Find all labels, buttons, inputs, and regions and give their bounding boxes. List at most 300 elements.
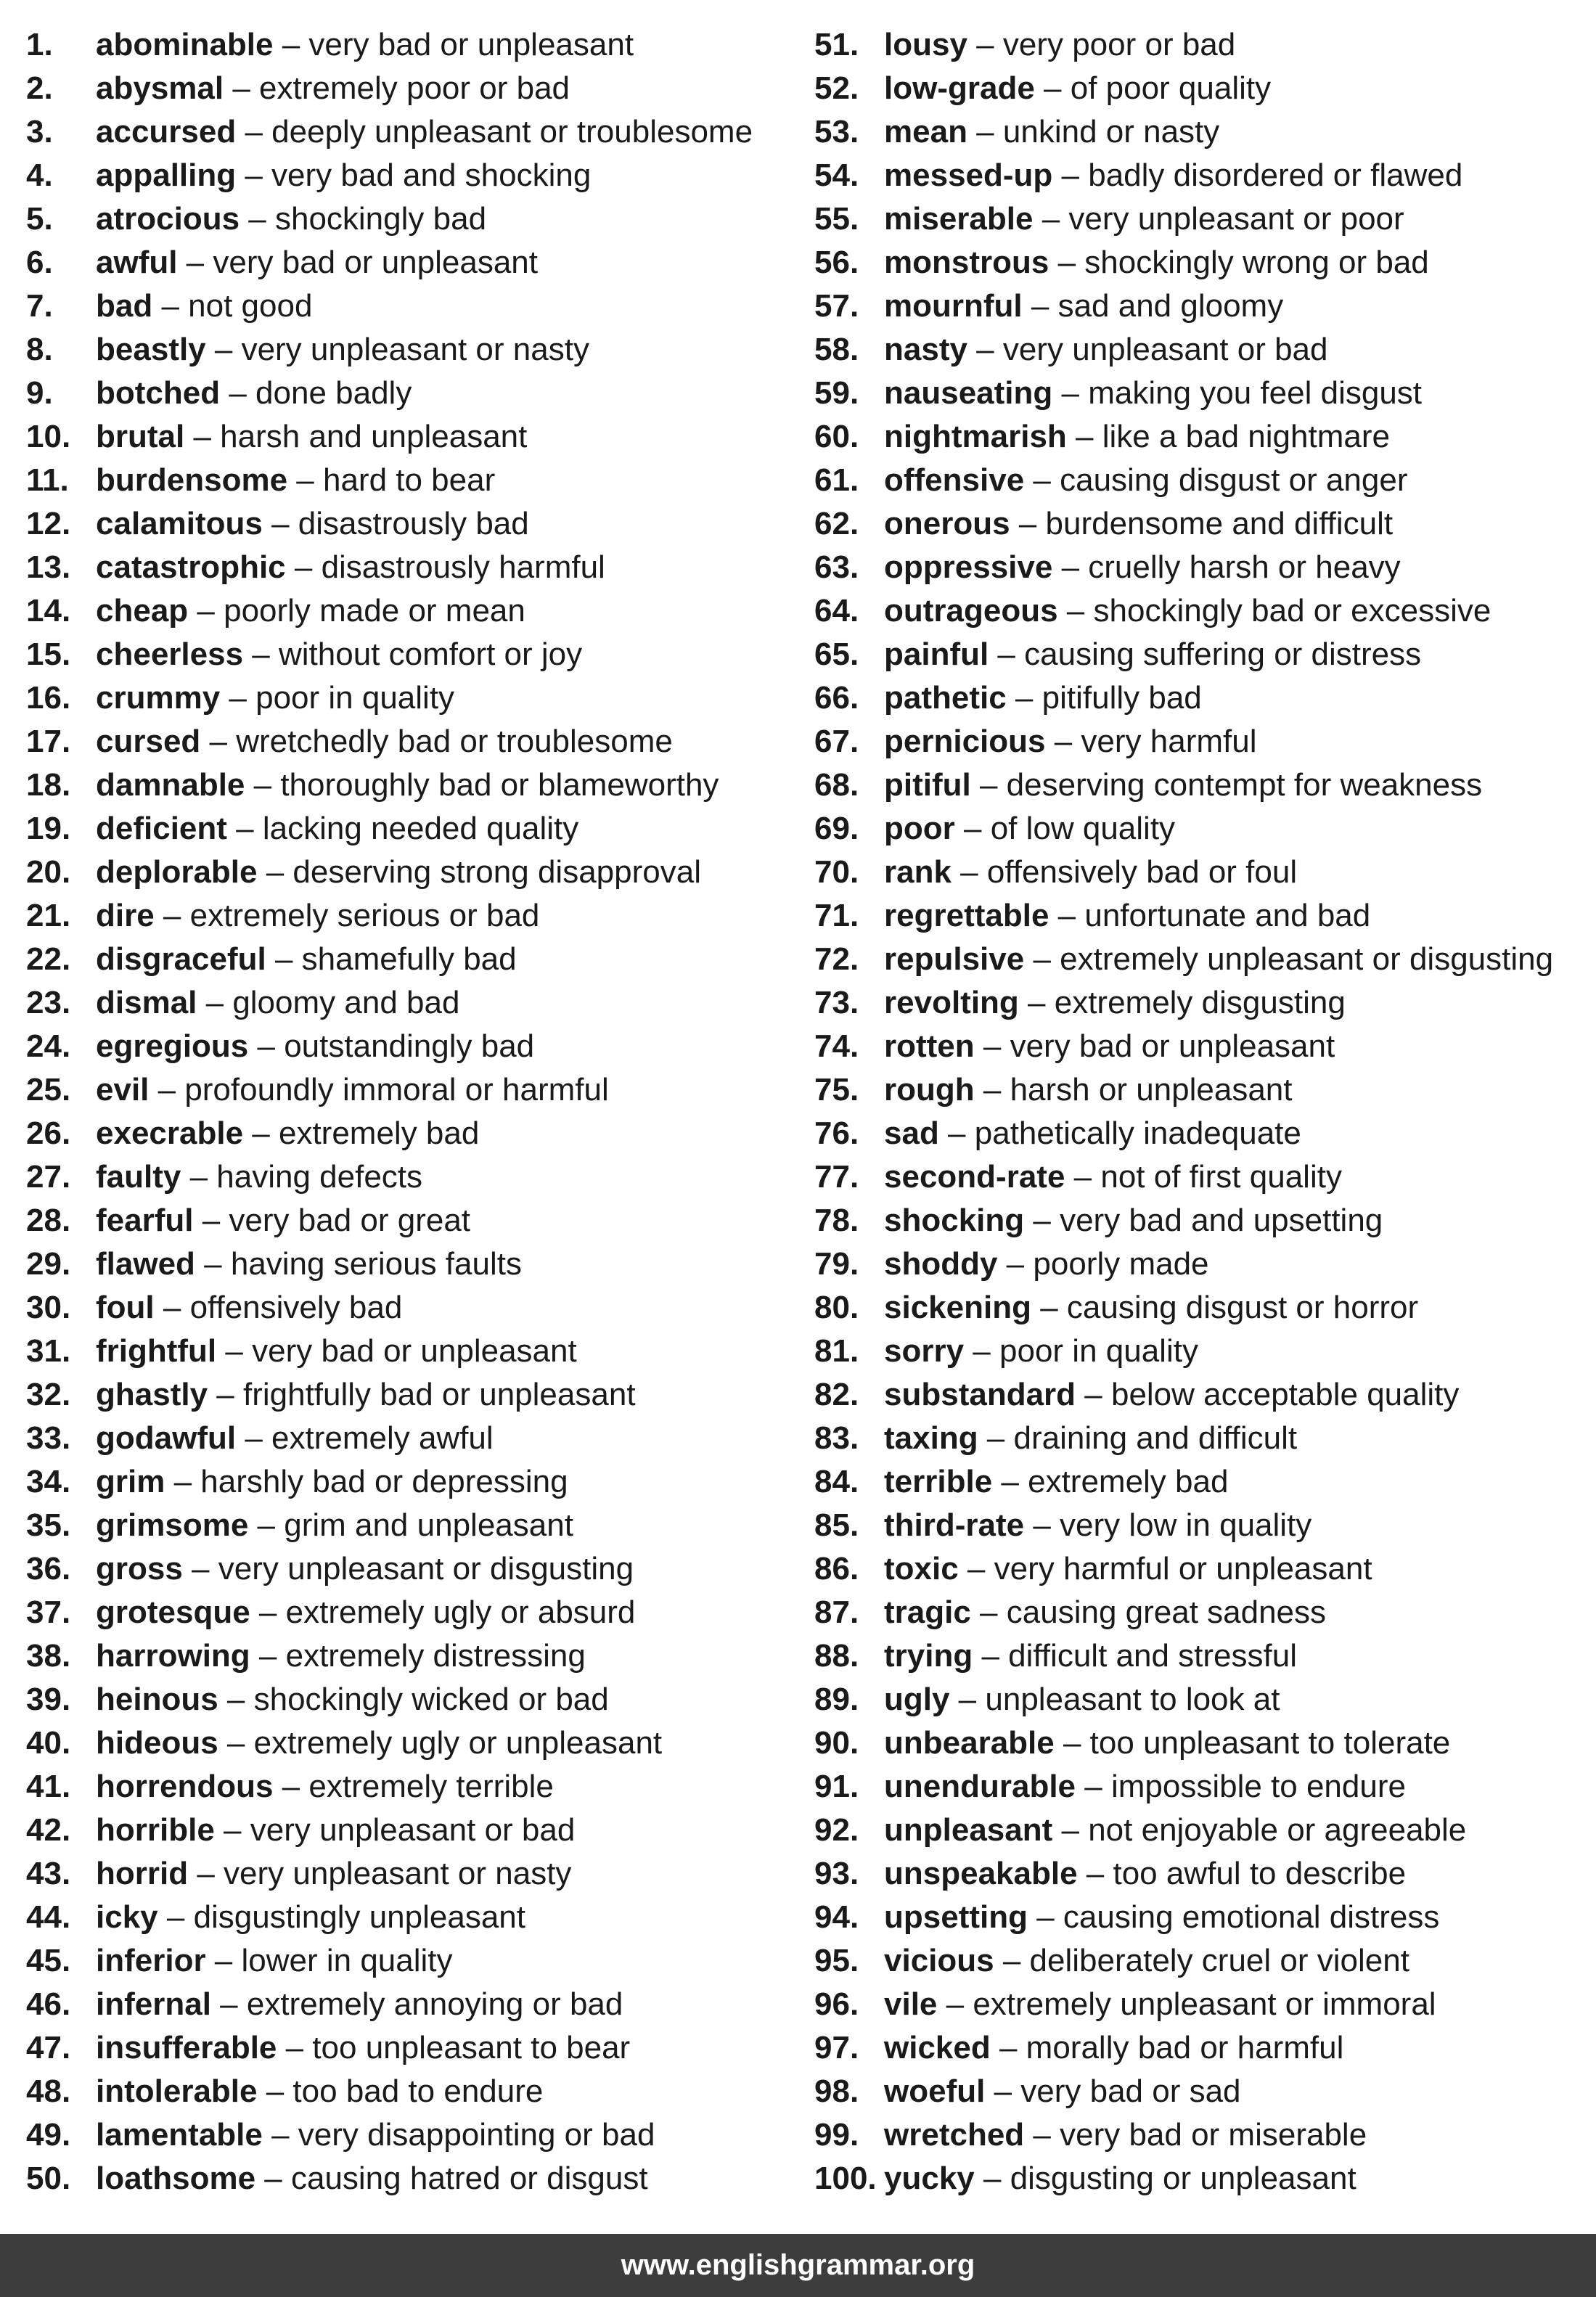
item-separator: – — [218, 1725, 254, 1761]
item-definition: disgustingly unpleasant — [193, 1899, 525, 1935]
item-text — [884, 1199, 1383, 1242]
item-word: bad — [96, 288, 153, 324]
item-definition: deserving contempt for weakness — [1006, 767, 1483, 803]
list-item — [26, 502, 788, 546]
list-item — [26, 720, 788, 763]
list-item — [26, 1765, 788, 1809]
item-text — [884, 1765, 1406, 1809]
item-word: monstrous — [884, 245, 1049, 280]
item-number: 72. — [814, 941, 859, 977]
item-definition: causing suffering or distress — [1024, 636, 1422, 672]
item-text — [884, 1068, 1293, 1112]
item-definition: causing disgust or horror — [1066, 1290, 1419, 1325]
list-item — [26, 415, 788, 459]
item-separator: – — [951, 854, 987, 890]
list-item — [26, 1155, 788, 1199]
item-text — [884, 894, 1370, 938]
item-number: 13. — [26, 549, 71, 585]
item-text — [96, 197, 486, 241]
item-separator: – — [210, 1986, 247, 2022]
list-item — [814, 1852, 1596, 1896]
item-definition: difficult and stressful — [1008, 1638, 1297, 1674]
item-separator: – — [964, 1333, 999, 1369]
item-word: dismal — [96, 985, 197, 1020]
item-definition: very bad or unpleasant — [308, 27, 634, 62]
item-definition: very bad or unpleasant — [1010, 1028, 1335, 1064]
list-item — [26, 1678, 788, 1721]
item-text — [96, 154, 591, 197]
item-definition: poorly made — [1033, 1246, 1209, 1282]
item-text — [884, 981, 1346, 1025]
item-word: godawful — [96, 1420, 237, 1456]
item-word: gross — [96, 1551, 183, 1586]
list-item — [814, 1939, 1596, 1983]
item-text — [884, 1634, 1297, 1678]
item-word: yucky — [884, 2161, 975, 2196]
item-text — [96, 372, 412, 415]
item-number: 18. — [26, 767, 71, 803]
item-text — [884, 1112, 1301, 1155]
item-text — [96, 1896, 525, 1939]
item-word: infernal — [96, 1986, 211, 2022]
item-word: mournful — [884, 288, 1023, 324]
list-item — [26, 23, 788, 67]
item-separator: – — [165, 1464, 201, 1499]
item-word: ghastly — [96, 1377, 208, 1412]
item-separator: – — [214, 1812, 250, 1848]
item-number: 44. — [26, 1899, 71, 1935]
item-text — [96, 546, 605, 589]
item-text — [884, 720, 1257, 763]
item-number: 41. — [26, 1769, 71, 1804]
item-number: 24. — [26, 1028, 71, 1064]
item-word: vile — [884, 1986, 938, 2022]
item-number: 31. — [26, 1333, 71, 1369]
item-number: 1. — [26, 27, 53, 62]
item-separator: – — [257, 854, 293, 890]
item-text — [96, 1417, 494, 1460]
item-definition: poorly made or mean — [224, 593, 525, 628]
item-text — [884, 1678, 1280, 1721]
list-item — [26, 197, 788, 241]
item-number: 83. — [814, 1420, 859, 1456]
list-item — [814, 1547, 1596, 1591]
list-item — [814, 546, 1596, 589]
item-word: shocking — [884, 1203, 1025, 1238]
item-text — [884, 1547, 1372, 1591]
item-definition: of low quality — [990, 811, 1176, 846]
item-separator: – — [152, 288, 189, 324]
list-item — [814, 110, 1596, 154]
item-definition: too bad to endure — [292, 2073, 544, 2109]
item-number: 91. — [814, 1769, 859, 1804]
item-number: 5. — [26, 201, 53, 237]
list-item — [814, 1373, 1596, 1417]
item-separator: – — [1066, 419, 1102, 454]
item-word: loathsome — [96, 2161, 256, 2196]
list-item — [814, 1330, 1596, 1373]
item-definition: very unpleasant or bad — [250, 1812, 576, 1848]
item-word: lamentable — [96, 2117, 263, 2153]
item-word: unendurable — [884, 1769, 1076, 1804]
item-definition: gloomy and bad — [232, 985, 460, 1020]
item-number: 87. — [814, 1594, 859, 1630]
item-number: 63. — [814, 549, 859, 585]
item-definition: very harmful — [1081, 724, 1257, 759]
item-definition: disastrously bad — [298, 506, 529, 541]
item-text — [884, 633, 1421, 676]
item-separator: – — [248, 1507, 285, 1543]
item-definition: very unpleasant or nasty — [224, 1856, 572, 1891]
list-item — [814, 1286, 1596, 1330]
item-number: 77. — [814, 1159, 859, 1195]
item-separator: – — [1052, 375, 1089, 411]
list-item — [814, 1025, 1596, 1068]
item-definition: extremely awful — [271, 1420, 494, 1456]
item-word: low-grade — [884, 70, 1035, 106]
list-item — [26, 1373, 788, 1417]
item-definition: hard to bear — [322, 462, 496, 498]
item-separator: – — [997, 1246, 1034, 1282]
item-definition: extremely unpleasant or immoral — [973, 1986, 1436, 2022]
item-definition: very disappointing or bad — [298, 2117, 655, 2153]
item-definition: harshly bad or depressing — [200, 1464, 568, 1499]
list-item — [814, 633, 1596, 676]
item-separator: – — [1045, 724, 1081, 759]
item-text — [96, 981, 459, 1025]
item-separator: – — [974, 1072, 1010, 1107]
list-item — [814, 1417, 1596, 1460]
list-item — [26, 284, 788, 328]
item-word: catastrophic — [96, 549, 286, 585]
list-item — [814, 1155, 1596, 1199]
list-item — [26, 1939, 788, 1983]
item-number: 20. — [26, 854, 71, 890]
item-number: 8. — [26, 332, 53, 367]
item-definition: shamefully bad — [301, 941, 517, 977]
item-separator: – — [949, 1682, 986, 1717]
item-word: second-rate — [884, 1159, 1065, 1195]
item-text — [884, 459, 1408, 502]
item-number: 90. — [814, 1725, 859, 1761]
item-number: 88. — [814, 1638, 859, 1674]
item-separator: – — [1065, 1159, 1101, 1195]
item-word: abysmal — [96, 70, 224, 106]
item-definition: harsh or unpleasant — [1010, 1072, 1293, 1107]
list-item — [26, 633, 788, 676]
item-separator: – — [974, 1028, 1010, 1064]
list-item — [814, 459, 1596, 502]
item-number: 95. — [814, 1943, 859, 1978]
item-text — [884, 1504, 1311, 1547]
item-number: 67. — [814, 724, 859, 759]
list-item — [814, 1765, 1596, 1809]
item-separator: – — [205, 1943, 242, 1978]
item-separator: – — [188, 1856, 224, 1891]
item-word: taxing — [884, 1420, 978, 1456]
item-number: 29. — [26, 1246, 71, 1282]
item-separator: – — [285, 549, 322, 585]
list-item — [26, 1199, 788, 1242]
item-definition: offensively bad — [189, 1290, 403, 1325]
list-item — [814, 154, 1596, 197]
item-number: 30. — [26, 1290, 71, 1325]
item-separator: – — [157, 1899, 194, 1935]
item-word: unspeakable — [884, 1856, 1078, 1891]
item-text — [884, 197, 1404, 241]
item-number: 48. — [26, 2073, 71, 2109]
item-separator: – — [236, 157, 272, 193]
list-item — [26, 1809, 788, 1852]
item-separator: – — [195, 1246, 231, 1282]
item-separator: – — [208, 1377, 243, 1412]
item-number: 46. — [26, 1986, 71, 2022]
list-item — [26, 1330, 788, 1373]
item-number: 54. — [814, 157, 859, 193]
item-word: unbearable — [884, 1725, 1055, 1761]
item-definition: shockingly bad or excessive — [1093, 593, 1491, 628]
item-text — [884, 1025, 1335, 1068]
item-number: 59. — [814, 375, 859, 411]
item-word: cheerless — [96, 636, 244, 672]
item-number: 50. — [26, 2161, 71, 2196]
item-number: 16. — [26, 680, 71, 716]
item-separator: – — [266, 941, 302, 977]
list-item — [814, 763, 1596, 807]
item-definition: outstandingly bad — [284, 1028, 535, 1064]
item-word: oppressive — [884, 549, 1053, 585]
list-item — [26, 1286, 788, 1330]
item-text — [884, 938, 1553, 981]
left-column — [26, 23, 788, 2200]
list-item — [814, 1721, 1596, 1765]
item-number: 60. — [814, 419, 859, 454]
list-item — [814, 372, 1596, 415]
list-item — [26, 1112, 788, 1155]
item-definition: lacking needed quality — [262, 811, 579, 846]
item-word: wretched — [884, 2117, 1025, 2153]
item-separator: – — [970, 767, 1007, 803]
item-separator: – — [287, 462, 323, 498]
item-number: 92. — [814, 1812, 859, 1848]
item-text — [884, 23, 1235, 67]
item-definition: burdensome and difficult — [1045, 506, 1394, 541]
item-word: appalling — [96, 157, 237, 193]
item-definition: impossible to endure — [1110, 1769, 1406, 1804]
item-number: 98. — [814, 2073, 859, 2109]
list-item — [26, 372, 788, 415]
item-number: 82. — [814, 1377, 859, 1412]
list-item — [814, 2113, 1596, 2157]
item-definition: draining and difficult — [1013, 1420, 1298, 1456]
list-item — [814, 720, 1596, 763]
item-number: 58. — [814, 332, 859, 367]
item-number: 79. — [814, 1246, 859, 1282]
item-separator: – — [224, 70, 260, 106]
item-definition: extremely ugly or unpleasant — [253, 1725, 663, 1761]
list-item — [26, 1504, 788, 1547]
item-text — [96, 1721, 662, 1765]
item-number: 2. — [26, 70, 53, 106]
item-word: sad — [884, 1115, 939, 1151]
item-number: 80. — [814, 1290, 859, 1325]
item-separator: – — [1024, 462, 1060, 498]
item-text — [884, 1896, 1439, 1939]
item-text — [96, 2157, 648, 2200]
item-definition: very unpleasant or poor — [1068, 201, 1404, 237]
item-number: 3. — [26, 114, 53, 150]
item-separator: – — [250, 1594, 286, 1630]
item-separator: – — [1010, 506, 1046, 541]
item-separator: – — [1049, 245, 1085, 280]
item-word: sorry — [884, 1333, 965, 1369]
item-separator: – — [974, 2161, 1010, 2196]
list-item — [814, 894, 1596, 938]
list-item — [814, 1634, 1596, 1678]
item-number: 53. — [814, 114, 859, 150]
item-word: outrageous — [884, 593, 1058, 628]
item-definition: causing great sadness — [1006, 1594, 1327, 1630]
list-item — [814, 1678, 1596, 1721]
item-word: tragic — [884, 1594, 971, 1630]
item-word: flawed — [96, 1246, 195, 1282]
item-word: awful — [96, 245, 178, 280]
list-item — [26, 67, 788, 110]
item-text — [96, 1112, 479, 1155]
item-definition: very bad or unpleasant — [213, 245, 539, 280]
item-definition: offensively bad or foul — [986, 854, 1298, 890]
item-word: insufferable — [96, 2030, 277, 2065]
item-separator: – — [954, 811, 991, 846]
item-number: 38. — [26, 1638, 71, 1674]
item-number: 93. — [814, 1856, 859, 1891]
item-word: substandard — [884, 1377, 1076, 1412]
item-separator: – — [1057, 593, 1094, 628]
item-text — [884, 2026, 1343, 2070]
item-number: 52. — [814, 70, 859, 106]
item-separator: – — [226, 811, 263, 846]
item-word: evil — [96, 1072, 150, 1107]
item-definition: cruelly harsh or heavy — [1088, 549, 1401, 585]
item-text — [884, 589, 1491, 633]
list-item — [814, 938, 1596, 981]
item-definition: extremely serious or bad — [189, 898, 540, 933]
item-word: nauseating — [884, 375, 1053, 411]
item-separator: – — [992, 1464, 1028, 1499]
item-number: 69. — [814, 811, 859, 846]
footer-bar — [0, 2234, 1596, 2297]
item-text — [96, 415, 527, 459]
item-word: grim — [96, 1464, 165, 1499]
item-definition: deserving strong disapproval — [292, 854, 701, 890]
item-definition: unkind or nasty — [1002, 114, 1220, 150]
item-number: 99. — [814, 2117, 859, 2153]
footer-url[interactable]: www.englishgrammar.org — [621, 2249, 975, 2281]
list-item — [814, 981, 1596, 1025]
item-number: 15. — [26, 636, 71, 672]
item-text — [884, 1460, 1228, 1504]
list-item — [814, 1591, 1596, 1634]
item-definition: extremely poor or bad — [259, 70, 570, 106]
list-item — [814, 502, 1596, 546]
item-separator: – — [243, 636, 279, 672]
item-word: burdensome — [96, 462, 288, 498]
item-number: 55. — [814, 201, 859, 237]
list-item — [814, 676, 1596, 720]
item-text — [96, 284, 312, 328]
list-item — [26, 1547, 788, 1591]
item-word: botched — [96, 375, 221, 411]
item-definition: too unpleasant to bear — [312, 2030, 631, 2065]
item-word: woeful — [884, 2073, 986, 2109]
list-item — [26, 1417, 788, 1460]
item-text — [96, 2070, 543, 2113]
item-text — [884, 1417, 1297, 1460]
item-separator: – — [1031, 1290, 1067, 1325]
item-number: 49. — [26, 2117, 71, 2153]
item-definition: very unpleasant or disgusting — [218, 1551, 634, 1586]
item-separator: – — [1006, 680, 1042, 716]
item-definition: too unpleasant to tolerate — [1089, 1725, 1451, 1761]
list-item — [26, 981, 788, 1025]
item-definition: deeply unpleasant or troublesome — [271, 114, 753, 150]
item-number: 96. — [814, 1986, 859, 2022]
item-number: 85. — [814, 1507, 859, 1543]
item-definition: unfortunate and bad — [1084, 898, 1371, 933]
item-separator: – — [245, 767, 281, 803]
item-number: 27. — [26, 1159, 71, 1195]
item-separator: – — [994, 1943, 1030, 1978]
item-definition: very harmful or unpleasant — [994, 1551, 1372, 1586]
item-number: 64. — [814, 593, 859, 628]
item-text — [884, 676, 1202, 720]
item-number: 100. — [814, 2161, 877, 2196]
item-number: 75. — [814, 1072, 859, 1107]
list-item — [26, 676, 788, 720]
item-text — [884, 110, 1219, 154]
list-item — [26, 2026, 788, 2070]
item-text — [96, 1678, 609, 1721]
item-definition: of poor quality — [1070, 70, 1272, 106]
item-definition: pathetically inadequate — [974, 1115, 1301, 1151]
item-word: third-rate — [884, 1507, 1025, 1543]
item-word: rotten — [884, 1028, 975, 1064]
item-number: 11. — [26, 462, 69, 498]
item-definition: done badly — [255, 375, 412, 411]
item-separator: – — [220, 375, 256, 411]
item-definition: poor in quality — [999, 1333, 1198, 1369]
list-item — [814, 589, 1596, 633]
item-text — [96, 1591, 635, 1634]
item-definition: extremely distressing — [285, 1638, 586, 1674]
item-definition: extremely disgusting — [1054, 985, 1346, 1020]
item-definition: disastrously harmful — [321, 549, 605, 585]
list-item — [26, 1591, 788, 1634]
item-text — [884, 1591, 1326, 1634]
item-number: 51. — [814, 27, 859, 62]
item-text — [884, 2113, 1367, 2157]
item-separator: – — [1022, 288, 1058, 324]
item-text — [96, 807, 578, 851]
item-definition: making you feel disgust — [1088, 375, 1423, 411]
item-text — [884, 851, 1297, 894]
item-definition: disgusting or unpleasant — [1010, 2161, 1356, 2196]
item-word: revolting — [884, 985, 1019, 1020]
item-number: 36. — [26, 1551, 71, 1586]
item-separator: – — [1052, 549, 1089, 585]
item-word: painful — [884, 636, 989, 672]
item-definition: extremely terrible — [308, 1769, 554, 1804]
